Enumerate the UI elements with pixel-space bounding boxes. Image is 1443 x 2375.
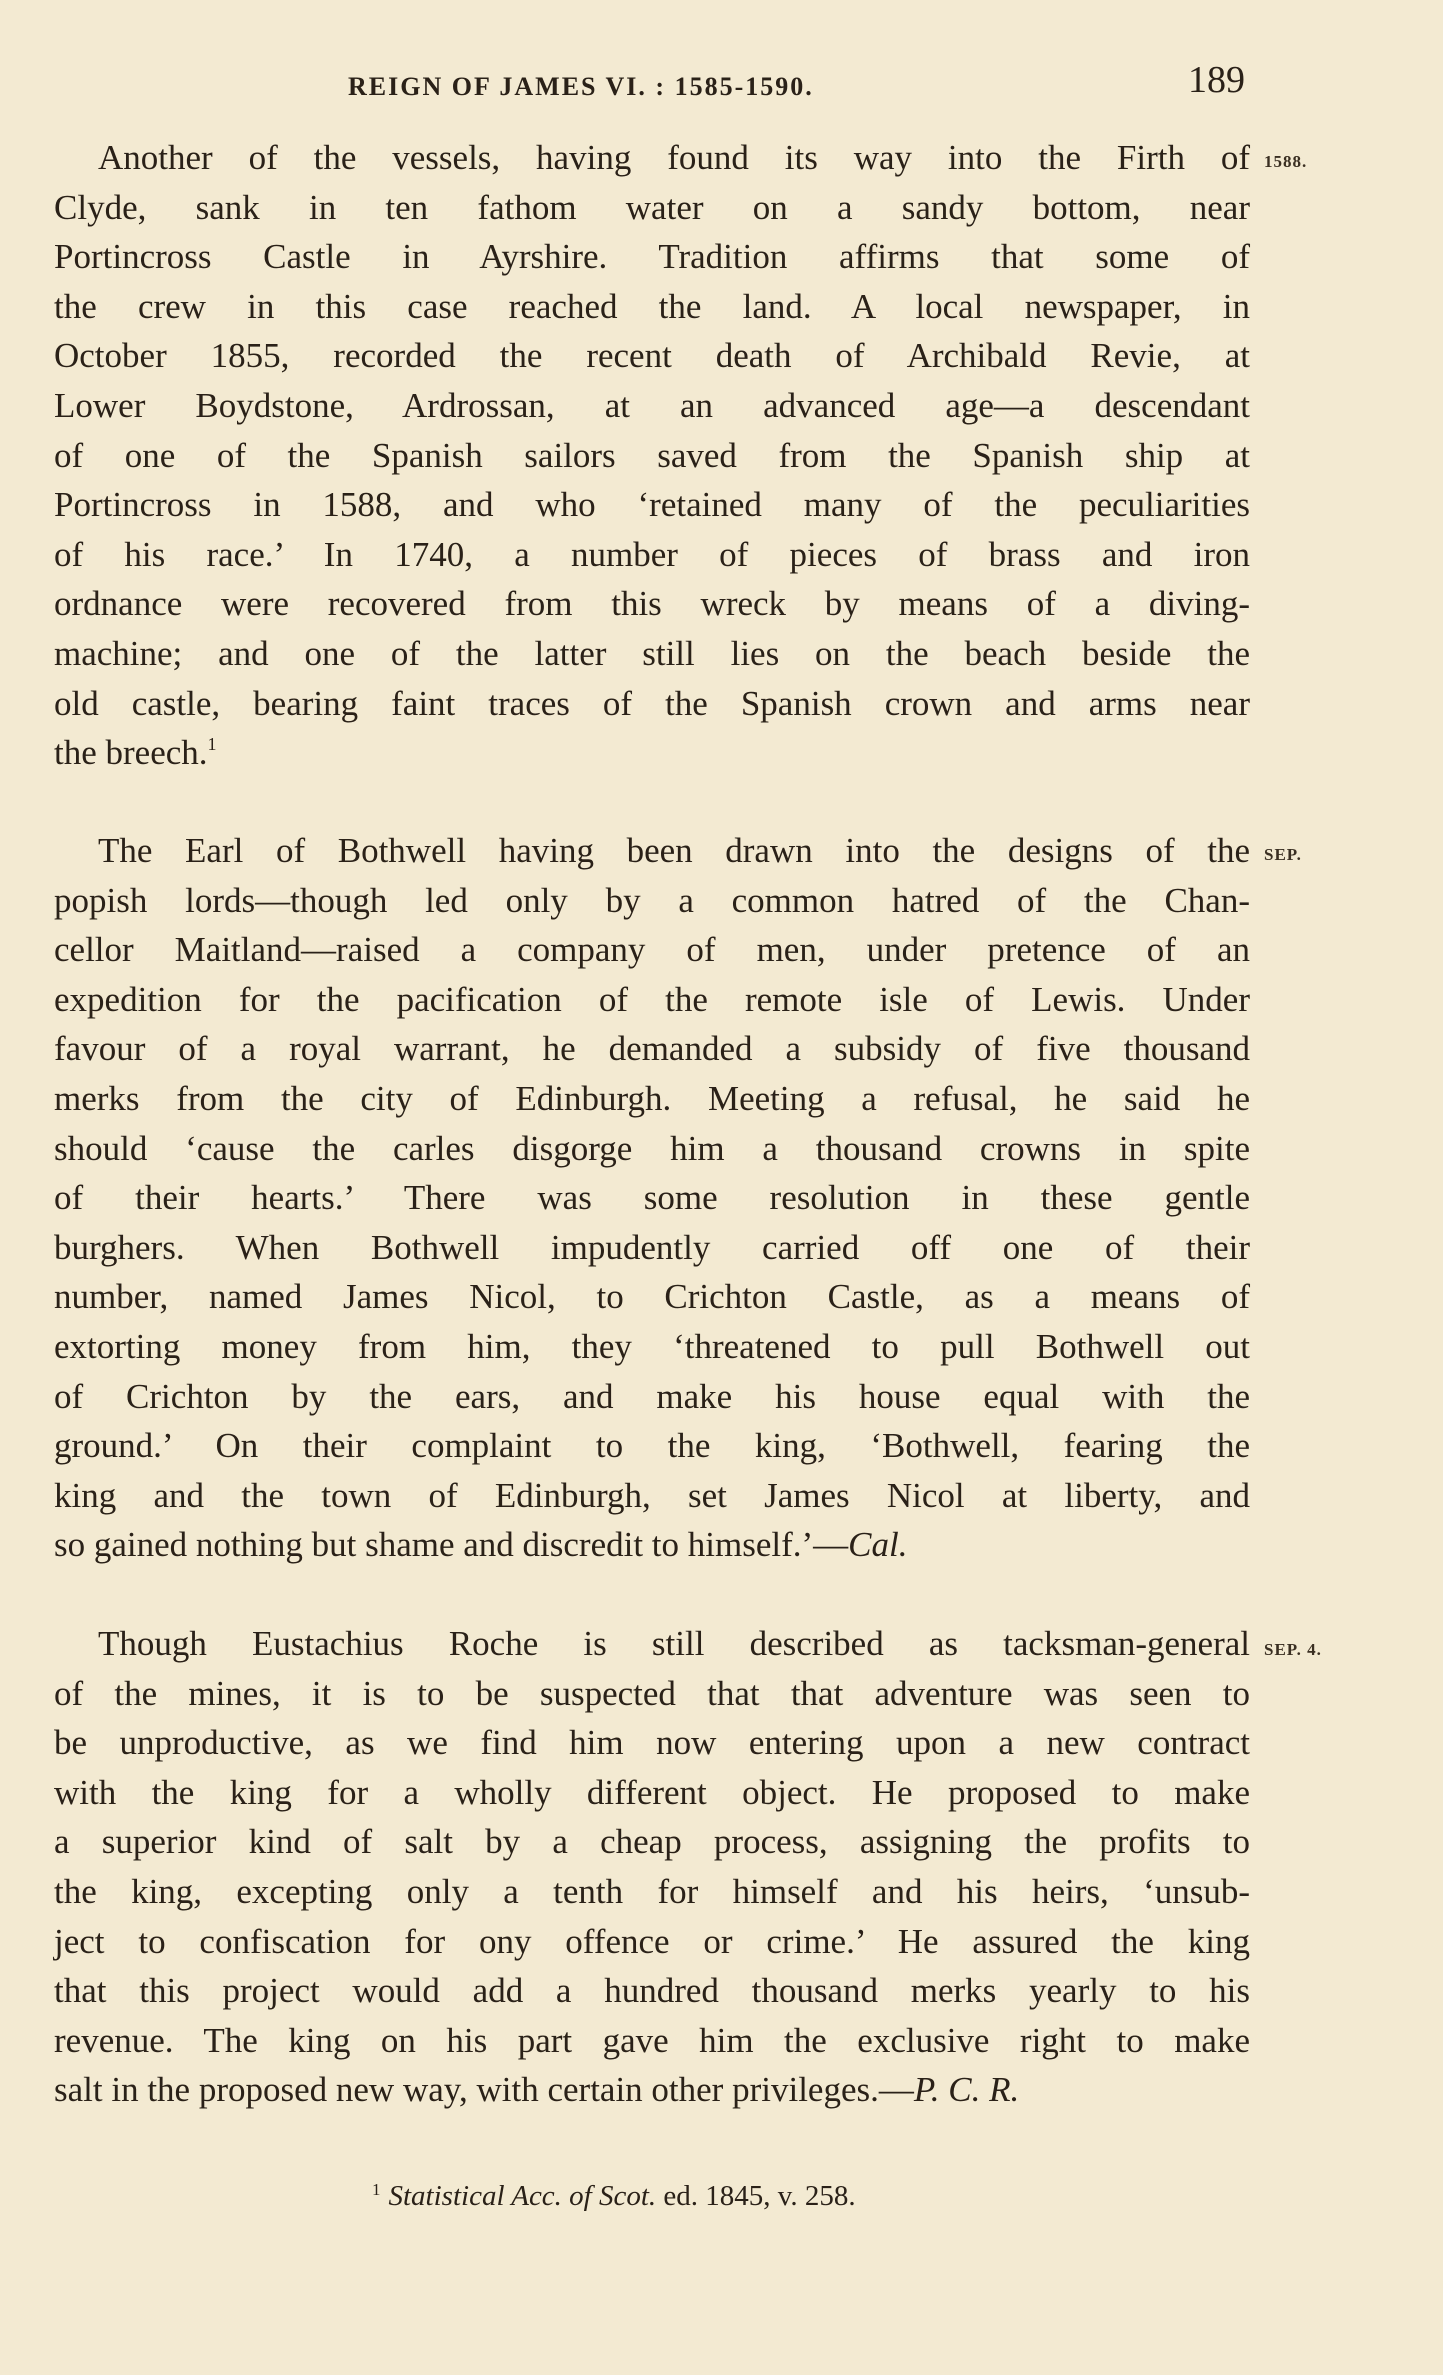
text-line: a superior kind of salt by a cheap process, assigning the profits to (54, 1822, 1250, 1862)
text-line: merks from the city of Edinburgh. Meeting a refusal, he said he (54, 1078, 1250, 1118)
paragraph-1 (54, 133, 1250, 778)
text-line: Clyde, sank in ten fathom water on a sandy bottom, near (54, 187, 1250, 227)
text-line: that this project would add a hundred thousand merks yearly to his (54, 1971, 1250, 2011)
text-line: Portincross Castle in Ayrshire. Tradition affirms that some of (54, 237, 1250, 277)
text-line-last (54, 2065, 1250, 2115)
text-line: expedition for the pacification of the remote isle of Lewis. Under (54, 979, 1250, 1019)
text-line: popish lords—though led only by a common hatred of the Chan- (54, 880, 1250, 920)
text-line: old castle, bearing faint traces of the Spanish crown and arms near (54, 683, 1250, 723)
text-line: king and the town of Edinburgh, set James Nicol at liberty, and (54, 1475, 1250, 1515)
marginal-note-sep: SEP. (1264, 845, 1302, 864)
text-line: favour of a royal warrant, he demanded a subsidy of five thousand (54, 1029, 1250, 1069)
text-line: Lower Boydstone, Ardrossan, at an advanced age—a descendant (54, 385, 1250, 425)
paragraph-2 (54, 826, 1250, 1570)
text-line: The Earl of Bothwell having been drawn into the designs of the (98, 831, 1250, 870)
text-line: extorting money from him, they ‘threatened to pull Bothwell out (54, 1326, 1250, 1366)
text-line: of their hearts.’ There was some resolution in these gentle (54, 1178, 1250, 1218)
text-line: the crew in this case reached the land. A local newspaper, in (54, 286, 1250, 326)
footnote-text: ed. 1845, v. 258. (656, 2180, 856, 2212)
text-line-last (54, 728, 1250, 778)
text-line: Another of the vessels, having found its way into the Firth of (98, 138, 1250, 177)
source-citation: P. C. R. (913, 2070, 1020, 2110)
text-line: of one of the Spanish sailors saved from the Spanish ship at (54, 435, 1250, 475)
source-citation: Cal. (848, 1525, 908, 1565)
footnote-mark: 1 (372, 2180, 381, 2199)
text-line: should ‘cause the carles disgorge him a thousand crowns in spite (54, 1128, 1250, 1168)
page-number: 189 (1188, 59, 1245, 101)
text-line-content: the breech. (54, 733, 208, 773)
text-line: ordnance were recovered from this wreck by means of a diving- (54, 584, 1250, 624)
text-line-content: so gained nothing but shame and discredit to himself.’— (54, 1525, 849, 1565)
text-line: October 1855, recorded the recent death of Archibald Revie, at (54, 336, 1250, 376)
text-line: of Crichton by the ears, and make his house equal with the (54, 1376, 1250, 1416)
paragraph-3 (54, 1619, 1250, 2115)
footnote-source: Statistical Acc. of Scot. (388, 2180, 657, 2212)
text-line: the king, excepting only a tenth for himself and his heirs, ‘unsub- (54, 1871, 1250, 1911)
text-line: Portincross in 1588, and who ‘retained many of the peculiarities (54, 485, 1250, 525)
marginal-note-sep-4: SEP. 4. (1264, 1640, 1322, 1659)
text-line: revenue. The king on his part gave him the exclusive right to make (54, 2020, 1250, 2060)
text-line: ject to confiscation for ony offence or crime.’ He assured the king (54, 1921, 1250, 1961)
text-line: Though Eustachius Roche is still described as tacksman-general (98, 1624, 1250, 1663)
text-line-content: salt in the proposed new way, with certain other privileges.— (54, 2070, 914, 2110)
text-line: be unproductive, as we find him now entering upon a new contract (54, 1723, 1250, 1763)
text-line: of his race.’ In 1740, a number of pieces of brass and iron (54, 534, 1250, 574)
footnote (372, 2180, 856, 2213)
text-line: with the king for a wholly different object. He proposed to make (54, 1772, 1250, 1812)
running-title: REIGN OF JAMES VI. : 1585-1590. (348, 72, 814, 101)
text-line: burghers. When Bothwell impudently carried off one of their (54, 1227, 1250, 1267)
text-line: number, named James Nicol, to Crichton Castle, as a means of (54, 1277, 1250, 1317)
marginal-note-year: 1588. (1264, 152, 1308, 171)
text-line-last (54, 1520, 1250, 1570)
text-line: of the mines, it is to be suspected that that adventure was seen to (54, 1673, 1250, 1713)
text-line: machine; and one of the latter still lies on the beach beside the (54, 633, 1250, 673)
text-line: cellor Maitland—raised a company of men, under pretence of an (54, 930, 1250, 970)
text-line: ground.’ On their complaint to the king, ‘Bothwell, fearing the (54, 1426, 1250, 1466)
running-head (0, 58, 1443, 108)
footnote-reference: 1 (207, 734, 217, 755)
